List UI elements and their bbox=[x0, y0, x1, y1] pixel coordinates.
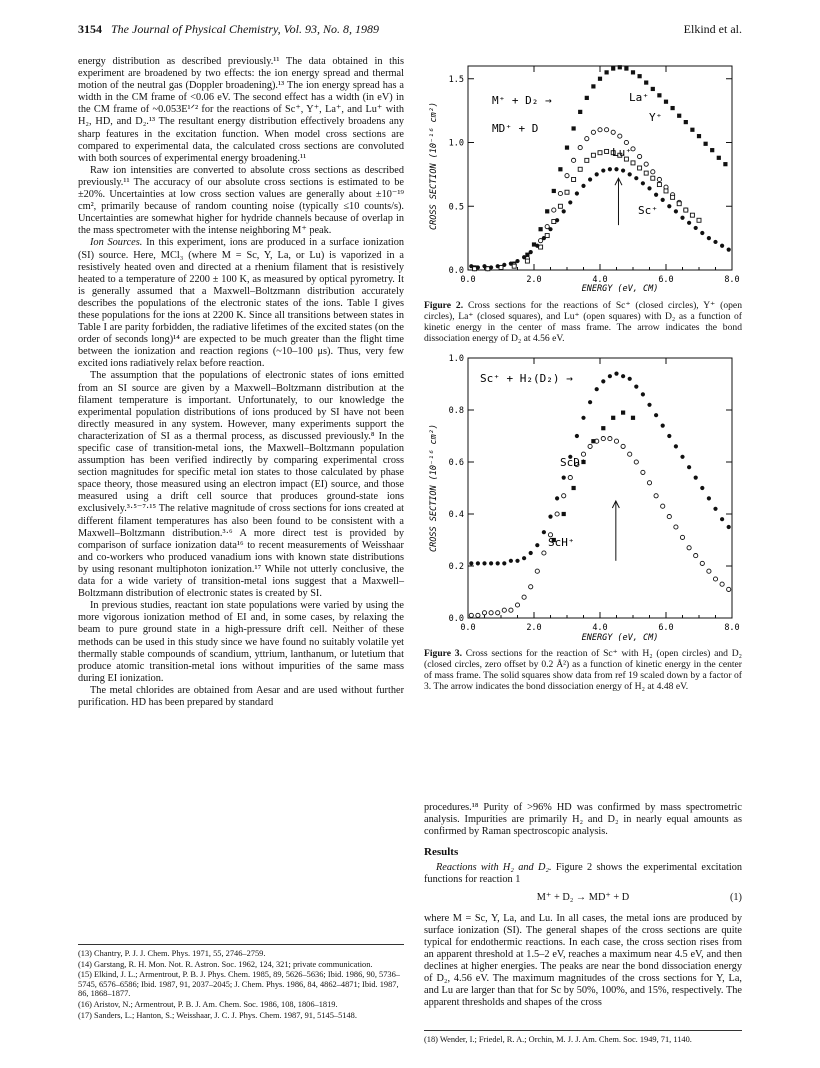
figure-2-label-lu: Lu⁺ bbox=[612, 146, 632, 159]
figure-3-caption-label: Figure 3. bbox=[424, 648, 462, 659]
data-point bbox=[605, 128, 609, 132]
data-point bbox=[638, 154, 642, 158]
data-point bbox=[522, 595, 526, 599]
data-point bbox=[694, 476, 698, 480]
data-point bbox=[502, 608, 506, 612]
data-point bbox=[647, 403, 651, 407]
data-point bbox=[562, 512, 566, 516]
footnote: (16) Aristov, N.; Armentrout, P. B. J. Am. Chem. Soc. 1986, 108, 1806–1819. bbox=[78, 999, 338, 1009]
data-point bbox=[608, 437, 612, 441]
data-point bbox=[542, 530, 546, 534]
data-point bbox=[585, 137, 589, 141]
data-point bbox=[562, 209, 566, 213]
data-point bbox=[614, 372, 618, 376]
data-point bbox=[608, 374, 612, 378]
data-point bbox=[598, 151, 602, 155]
data-point bbox=[611, 130, 615, 134]
data-point bbox=[727, 248, 731, 252]
footnote: (17) Sanders, L.; Hanton, S.; Weisshaar, J. C. J. Phys. Chem. 1987, 91, 5145–5148. bbox=[78, 1010, 357, 1020]
data-point bbox=[667, 434, 671, 438]
data-point bbox=[677, 202, 681, 206]
data-point bbox=[651, 170, 655, 174]
data-point bbox=[628, 172, 632, 176]
data-point bbox=[591, 439, 595, 443]
data-point bbox=[713, 577, 717, 581]
data-point bbox=[535, 543, 539, 547]
paragraph: procedures.¹⁸ Purity of >96% HD was confirmed by mass spectrometric analysis. Impurities are primarily H₂ and D₂ in nearly equal amounts as confirmed by Raman spectroscopic analysis. bbox=[424, 802, 742, 838]
data-point bbox=[700, 231, 704, 235]
data-point bbox=[565, 174, 569, 178]
data-point bbox=[545, 209, 549, 213]
y-tick-label: 0.2 bbox=[448, 562, 464, 572]
figure-2-reaction-line2: MD⁺ + D bbox=[492, 122, 539, 135]
data-point bbox=[509, 559, 513, 563]
data-point bbox=[644, 162, 648, 166]
data-point bbox=[638, 166, 642, 170]
data-point bbox=[591, 130, 595, 134]
data-point bbox=[509, 608, 513, 612]
equation-number: (1) bbox=[729, 891, 742, 903]
data-point bbox=[638, 74, 642, 78]
data-point bbox=[476, 561, 480, 565]
data-point bbox=[621, 374, 625, 378]
data-point bbox=[657, 93, 661, 97]
data-point bbox=[522, 255, 526, 259]
data-point bbox=[694, 226, 698, 230]
data-point bbox=[624, 140, 628, 144]
equation-text: M⁺ + D₂ → MD⁺ + D bbox=[536, 891, 630, 903]
figure-3-chart bbox=[424, 348, 742, 644]
data-point bbox=[575, 434, 579, 438]
data-point bbox=[618, 65, 622, 69]
data-point bbox=[578, 110, 582, 114]
data-point bbox=[634, 460, 638, 464]
figure-3-caption-text: Cross sections for the reaction of Sc⁺ with H₂ (open circles) and D₂ (closed circles, zero offset by 0.2 Å²) as a function of kinetic energy in the center of mass frame. The solid squares show data from ref 19 scaled down by a factor of 3. The arrow indicates the bond dissociation energy of H₂ at 4.48 eV. bbox=[424, 648, 742, 692]
data-point bbox=[601, 379, 605, 383]
data-point bbox=[562, 494, 566, 498]
data-point bbox=[572, 126, 576, 130]
x-tick-label: 8.0 bbox=[724, 623, 740, 633]
figure-2-xlabel: ENERGY (eV, CM) bbox=[581, 284, 659, 294]
data-point bbox=[525, 259, 529, 263]
data-point bbox=[628, 377, 632, 381]
data-point bbox=[601, 168, 605, 172]
data-point bbox=[608, 167, 612, 171]
data-point bbox=[591, 84, 595, 88]
data-point bbox=[565, 190, 569, 194]
data-point bbox=[496, 561, 500, 565]
data-point bbox=[720, 517, 724, 521]
data-point bbox=[671, 195, 675, 199]
data-point bbox=[605, 149, 609, 153]
data-point bbox=[548, 515, 552, 519]
data-point bbox=[585, 96, 589, 100]
data-point bbox=[605, 70, 609, 74]
data-point bbox=[680, 455, 684, 459]
data-point bbox=[631, 416, 635, 420]
data-point bbox=[581, 416, 585, 420]
data-point bbox=[634, 176, 638, 180]
data-point bbox=[562, 476, 566, 480]
data-point bbox=[647, 186, 651, 190]
data-point bbox=[588, 400, 592, 404]
x-tick-label: 2.0 bbox=[526, 275, 542, 285]
data-point bbox=[509, 262, 513, 266]
data-point bbox=[680, 216, 684, 220]
data-point bbox=[707, 236, 711, 240]
data-point bbox=[529, 250, 533, 254]
figure-3-ylabel: CROSS SECTION (10⁻¹⁶ cm²) bbox=[429, 424, 439, 552]
data-point bbox=[489, 561, 493, 565]
data-point bbox=[588, 444, 592, 448]
footnote: (15) Elkind, J. L.; Armentrout, P. B. J. Phys. Chem. 1985, 89, 5626–5636; Ibid. 1986, 90, 5736–5745, 6576–6586; Ibid. 1987, 91, 2037–2045; J. Chem. Phys. 1986, 84, 4862–4871; Ibid. 1987, 86, 1868–1877. bbox=[78, 970, 400, 999]
y-tick-label: 0.4 bbox=[448, 510, 464, 520]
data-point bbox=[601, 437, 605, 441]
data-point bbox=[545, 234, 549, 238]
page-number: 3154 bbox=[78, 22, 102, 36]
y-tick-label: 1.0 bbox=[448, 138, 464, 149]
data-point bbox=[578, 146, 582, 150]
data-point bbox=[558, 167, 562, 171]
data-point bbox=[654, 494, 658, 498]
data-point bbox=[628, 452, 632, 456]
figure-2-reaction-line1: M⁺ + D₂ → bbox=[492, 94, 552, 107]
data-point bbox=[707, 496, 711, 500]
data-point bbox=[651, 87, 655, 91]
paragraph: Ion Sources. In this experiment, ions are produced in a surface ionization (SI) source. Here, MCl₃ (where M = Sc, Y, La, or Lu) is vaporized in a resistively heated oven and directed at a rhenium filament that is resistively heated to a temperature of 2200 ± 100 K, as measured by optical pyrometry. It is generally assumed that a Maxwell–Boltzmann distribution accurately describes the populations of the electronic states of the ions. Table I gives these populations for the ions at 2200 K. Since all transitions between states in Table I are parity forbidden, the radiative lifetimes of the excited states (on the order of seconds long)¹⁴ are expected to be much greater than the flight time between the ionization and reaction regions (~10–100 μs). Thus, very few excited ions radiatively relax before reaction. bbox=[78, 237, 405, 370]
data-point bbox=[581, 184, 585, 188]
data-point bbox=[535, 244, 539, 248]
data-point bbox=[529, 551, 533, 555]
data-point bbox=[502, 263, 506, 267]
data-point bbox=[651, 176, 655, 180]
figure-2-chart bbox=[424, 56, 742, 296]
data-point bbox=[654, 193, 658, 197]
data-point bbox=[631, 70, 635, 74]
data-point bbox=[496, 611, 500, 615]
data-point bbox=[578, 167, 582, 171]
data-point bbox=[647, 481, 651, 485]
figure-2-label-y: Y⁺ bbox=[649, 111, 663, 124]
x-tick-label: 6.0 bbox=[658, 275, 674, 285]
x-tick-label: 6.0 bbox=[658, 623, 674, 633]
data-point bbox=[664, 189, 668, 193]
figure-3-xlabel: ENERGY (eV, CM) bbox=[581, 633, 659, 643]
paragraph: The metal chlorides are obtained from Aesar and are used without further purification. HD has been prepared by standard bbox=[78, 684, 404, 708]
data-point bbox=[535, 569, 539, 573]
y-tick-label: 0.6 bbox=[448, 458, 464, 468]
data-point bbox=[621, 168, 625, 172]
paragraph: Reactions with H₂ and D₂. Figure 2 shows the experimental excitation functions for reaction 1 bbox=[424, 862, 742, 886]
data-point bbox=[469, 561, 473, 565]
data-point bbox=[654, 413, 658, 417]
data-point bbox=[684, 120, 688, 124]
y-tick-label: 1.5 bbox=[448, 74, 464, 85]
data-point bbox=[644, 80, 648, 84]
data-point bbox=[674, 525, 678, 529]
figure-3-reaction-line: Sc⁺ + H₂(D₂) → bbox=[480, 372, 573, 385]
data-point bbox=[496, 264, 500, 268]
data-point bbox=[657, 183, 661, 187]
paragraph: The assumption that the populations of electronic states of ions emitted from an SI source are given by a Maxwell–Boltzmann distribution at the filament temperature is important. Unfortunately, to our knowledge the experimental population distributions of ions produced by SI have not been directly measured in any system. However, many experiments support the characterization of SI as a thermal process, as discussed previously.⁸ In the specific case of transition-metal ions, the Maxwell–Boltzmann population assumption has been verified indirectly by comparing experimental cross section magnitudes for specific metal ion states to those calculated by phase space theory, those measured using an electron impact (EI) source, and those measured using a drift cell source that produces ground-state ions exclusively.³·⁵⁻⁷·¹⁵ The relative magnitude of cross sections for ions created at different filament temperatures has also been found to be consistent with a Maxwell–Boltzmann distribution.³·⁶ A more direct test is provided by comparison of surface ionization data¹⁶ to recent measurements of Weisshaar and co-workers who produced vanadium ions with known state distributions by using resonant multiphoton ionization.¹⁷ While not utterly conclusive, the data for a wide variety of transition-metal ions suggest that a Maxwell–Boltzmann distribution of electronic states is created by SI. bbox=[78, 370, 404, 600]
data-point bbox=[727, 587, 731, 591]
data-point bbox=[674, 444, 678, 448]
data-point bbox=[558, 191, 562, 195]
data-point bbox=[644, 171, 648, 175]
y-tick-label: 0.0 bbox=[448, 614, 464, 624]
data-point bbox=[661, 504, 665, 508]
data-point bbox=[482, 264, 486, 268]
x-tick-label: 2.0 bbox=[526, 623, 542, 633]
data-point bbox=[565, 146, 569, 150]
data-point bbox=[515, 259, 519, 263]
data-point bbox=[641, 470, 645, 474]
running-header bbox=[78, 22, 742, 42]
data-point bbox=[522, 556, 526, 560]
data-point bbox=[512, 264, 516, 268]
section-heading-results: Results bbox=[424, 846, 459, 859]
footnote: (13) Chantry, P. J. J. Chem. Phys. 1971, 55, 2746–2759. bbox=[78, 949, 266, 958]
data-point bbox=[720, 244, 724, 248]
x-tick-label: 8.0 bbox=[724, 275, 740, 285]
data-point bbox=[469, 613, 473, 617]
data-point bbox=[595, 387, 599, 391]
x-tick-label: 0.0 bbox=[460, 623, 476, 633]
figure-2-label-la: La⁺ bbox=[629, 91, 649, 104]
y-tick-label: 1.0 bbox=[448, 354, 464, 364]
data-point bbox=[680, 535, 684, 539]
plot-frame bbox=[468, 358, 732, 618]
data-point bbox=[598, 77, 602, 81]
data-point bbox=[704, 142, 708, 146]
data-point bbox=[476, 613, 480, 617]
data-point bbox=[690, 213, 694, 217]
figure-3-caption bbox=[424, 648, 742, 692]
right-column bbox=[424, 802, 742, 1009]
data-point bbox=[624, 66, 628, 70]
data-point bbox=[555, 218, 559, 222]
data-point bbox=[529, 585, 533, 589]
data-point bbox=[618, 134, 622, 138]
data-point bbox=[542, 551, 546, 555]
data-point bbox=[552, 189, 556, 193]
footnotes-right bbox=[424, 1030, 742, 1046]
subsection-heading: Reactions with H₂ and D₂. bbox=[436, 862, 552, 874]
paragraph: Raw ion intensities are converted to absolute cross sections as described previously.¹¹ The accuracy of our absolute cross sections is estimated to be ±20%. Uncertainties at low cross section values are generally about ±10⁻¹⁹ cm², primarily because of random counting noise (typically ≤10 counts/s). Uncertainties are somewhat higher for hydride channels because of overlap in the mass spectrometer with the intense neighboring M⁺ peak. bbox=[78, 164, 404, 237]
data-point bbox=[614, 167, 618, 171]
data-point bbox=[677, 114, 681, 118]
data-point bbox=[555, 512, 559, 516]
data-point bbox=[634, 385, 638, 389]
data-point bbox=[469, 264, 473, 268]
paragraph: where M = Sc, Y, La, and Lu. In all cases, the metal ions are produced by surface ionization (SI). The general shapes of the cross sections are quite typical for endothermic reactions. In each case, the cross section rises from an apparent threshold at 1.5–2 eV, reaches a maximum near 4.5 eV, and then declines at higher energies. The peaks are near the bond dissociation energy of D₂, 4.56 eV. The maximum magnitudes of the cross sections for Y, La, and Lu are larger than that for Sc by 50%, 100%, and 15%, respectively. The apparent thresholds and shapes of the cross bbox=[424, 912, 742, 1009]
x-tick-label: 0.0 bbox=[460, 275, 476, 285]
data-point bbox=[687, 546, 691, 550]
data-point bbox=[690, 128, 694, 132]
figure-2-caption-label: Figure 2. bbox=[424, 300, 464, 311]
data-point bbox=[568, 476, 572, 480]
data-point bbox=[595, 172, 599, 176]
subsection-heading: Ion Sources. bbox=[90, 237, 143, 249]
data-point bbox=[631, 161, 635, 165]
data-point bbox=[572, 177, 576, 181]
data-point bbox=[707, 569, 711, 573]
footnote: (14) Garstang, R. H. Mon. Not. R. Astron. Soc. 1962, 124, 321; private communication. bbox=[78, 959, 373, 969]
data-point bbox=[598, 128, 602, 132]
data-point bbox=[476, 265, 480, 269]
data-point bbox=[667, 204, 671, 208]
data-point bbox=[621, 411, 625, 415]
data-point bbox=[489, 265, 493, 269]
data-point bbox=[568, 200, 572, 204]
data-point bbox=[539, 227, 543, 231]
data-point bbox=[545, 225, 549, 229]
data-point bbox=[664, 100, 668, 104]
author-header: Elkind et al. bbox=[683, 22, 742, 36]
data-point bbox=[674, 209, 678, 213]
data-point bbox=[694, 554, 698, 558]
figure-2-label-sc: Sc⁺ bbox=[638, 204, 658, 217]
paragraph: In previous studies, reactant ion state populations were varied by using the more vigorous ionization method of EI and, in some cases, by relaxing the beam to pure ground state in a high-pressure drift cell. Neither of these methods can be used in this study since we have found no suitably volatile yet thermally stable compounds of scandium, yttrium, lanthanum, or lutetium that produce atomic transition-metal ions without impurities of the same mass during EI ionization. bbox=[78, 600, 404, 684]
data-point bbox=[710, 148, 714, 152]
left-column bbox=[78, 56, 404, 709]
data-point bbox=[667, 515, 671, 519]
data-point bbox=[611, 66, 615, 70]
data-point bbox=[687, 465, 691, 469]
data-point bbox=[720, 582, 724, 586]
data-point bbox=[727, 525, 731, 529]
data-point bbox=[713, 507, 717, 511]
y-tick-label: 0.8 bbox=[448, 406, 464, 416]
data-point bbox=[502, 561, 506, 565]
data-point bbox=[552, 208, 556, 212]
figure-3-label-scd: ScD⁺ bbox=[560, 456, 587, 469]
journal-citation: The Journal of Physical Chemistry, Vol. 93, No. 8, 1989 bbox=[111, 22, 379, 36]
figure-2-caption-text: Cross sections for the reactions of Sc⁺ (closed circles), Y⁺ (open circles), La⁺ (closed squares), and Lu⁺ (open squares) with D₂ as a function of kinetic energy in the center of mass frame. The arrow indicates the bond dissociation energy of D₂ at 4.56 eV. bbox=[424, 300, 742, 344]
x-tick-label: 4.0 bbox=[592, 275, 608, 285]
data-point bbox=[555, 496, 559, 500]
x-tick-label: 4.0 bbox=[592, 623, 608, 633]
data-point bbox=[657, 177, 661, 181]
data-point bbox=[661, 424, 665, 428]
data-point bbox=[611, 416, 615, 420]
figure-3-label-sch: ScH⁺ bbox=[548, 536, 575, 549]
data-point bbox=[697, 218, 701, 222]
data-point bbox=[614, 439, 618, 443]
data-point bbox=[585, 158, 589, 162]
data-point bbox=[661, 198, 665, 202]
data-point bbox=[700, 486, 704, 490]
data-point bbox=[687, 221, 691, 225]
footnotes-left bbox=[78, 944, 404, 1021]
data-point bbox=[641, 181, 645, 185]
data-point bbox=[713, 240, 717, 244]
data-point bbox=[482, 561, 486, 565]
data-point bbox=[542, 236, 546, 240]
data-point bbox=[572, 486, 576, 490]
data-point bbox=[515, 559, 519, 563]
figure-2-ylabel: CROSS SECTION (10⁻¹⁶ cm²) bbox=[429, 102, 439, 230]
data-point bbox=[684, 208, 688, 212]
data-point bbox=[717, 156, 721, 160]
y-tick-label: 0.0 bbox=[448, 266, 464, 276]
data-point bbox=[601, 426, 605, 430]
figure-2-caption bbox=[424, 300, 742, 344]
paragraph: energy distribution as described previously.¹¹ The data obtained in this experiment are broadened by two effects: the ion energy spread and thermal motion of the neutral gas (Doppler broadening).¹³ The ion energy spread has a width in the CM frame of <0.06 eV. The second effect has a width (in eV) in the CM frame of ~0.053E¹ᐟ² for the reactions of Sc⁺, Y⁺, La⁺, and Lu⁺ with H₂, HD, and D₂.¹³ The resultant energy distribution effectively broadens any sharp features in the excitation function. When model cross sections are compared to experimental data, the calculated cross sections are convoluted with both sources of experimental energy broadening.¹¹ bbox=[78, 56, 404, 164]
data-point bbox=[558, 204, 562, 208]
data-point bbox=[700, 561, 704, 565]
data-point bbox=[539, 239, 543, 243]
data-point bbox=[489, 611, 493, 615]
data-point bbox=[572, 158, 576, 162]
data-point bbox=[697, 134, 701, 138]
footnote: (18) Wender, I.; Friedel, R. A.; Orchin, M. J. J. Am. Chem. Soc. 1949, 71, 1140. bbox=[424, 1035, 692, 1044]
data-point bbox=[575, 191, 579, 195]
data-point bbox=[671, 106, 675, 110]
data-point bbox=[591, 153, 595, 157]
data-point bbox=[641, 392, 645, 396]
data-point bbox=[515, 603, 519, 607]
data-point bbox=[482, 611, 486, 615]
y-tick-label: 0.5 bbox=[448, 202, 464, 213]
equation-1 bbox=[424, 892, 742, 908]
data-point bbox=[588, 177, 592, 181]
data-point bbox=[548, 227, 552, 231]
data-point bbox=[723, 162, 727, 166]
data-point bbox=[621, 444, 625, 448]
